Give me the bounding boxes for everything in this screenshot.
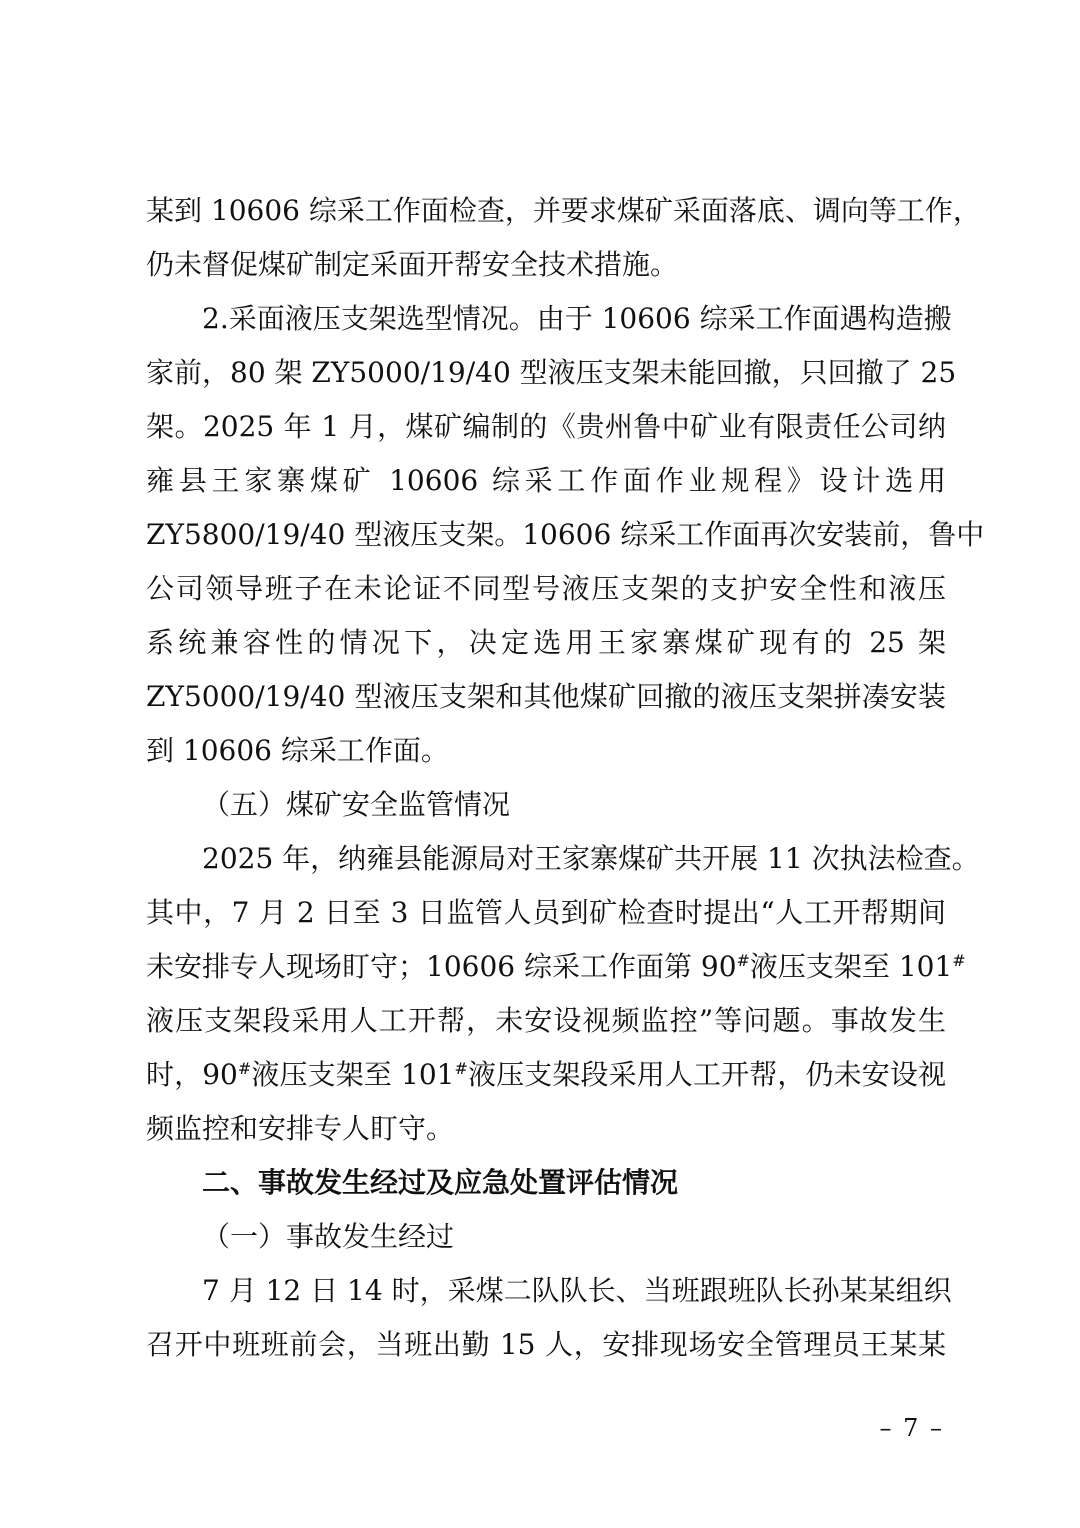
text-line: 召开中班班前会，当班出勤 15 人，安排现场安全管理员王某某 [146, 1328, 946, 1361]
superscript-mark: # [237, 1059, 252, 1078]
text-segment: 时，90 [146, 1058, 238, 1091]
text-line: 2025 年，纳雍县能源局对王家寨煤矿共开展 11 次执法检查。 [202, 842, 980, 875]
text-line [146, 940, 966, 994]
text-line [146, 1048, 946, 1102]
text-line: 系统兼容性的情况下，决定选用王家寨煤矿现有的 25 架 [146, 626, 946, 659]
document-body [146, 184, 985, 1372]
chapter-heading: 二、事故发生经过及应急处置评估情况 [202, 1166, 679, 1199]
superscript-mark: # [736, 951, 750, 970]
text-segment: 液压支架至 101 [251, 1058, 455, 1091]
text-segment: 液压支架至 101 [749, 950, 953, 983]
superscript-mark: # [454, 1059, 468, 1078]
text-line: ZY5000/19/40 型液压支架和其他煤矿回撤的液压支架拼凑安装 [146, 680, 946, 713]
text-line: 频监控和安排专人盯守。 [146, 1112, 455, 1145]
superscript-mark: # [952, 951, 966, 970]
text-line: 某到 10606 综采工作面检查，并要求煤矿采面落底、调向等工作， [146, 194, 981, 227]
text-line: 家前，80 架 ZY5000/19/40 型液压支架未能回撤，只回撤了 25 [146, 356, 957, 389]
text-line: 架。2025 年 1 月，煤矿编制的《贵州鲁中矿业有限责任公司纳 [146, 410, 946, 443]
page-number: – 7 – [879, 1414, 944, 1442]
text-line: ZY5800/19/40 型液压支架。10606 综采工作面再次安装前，鲁中 [146, 518, 985, 551]
text-line: 7 月 12 日 14 时，采煤二队队长、当班跟班队长孙某某组织 [202, 1274, 952, 1307]
text-line: 其中，7 月 2 日至 3 日监管人员到矿检查时提出“人工开帮期间 [146, 896, 946, 929]
text-segment: 液压支架段采用人工开帮，仍未安设视 [467, 1058, 946, 1091]
text-line: 公司领导班子在未论证不同型号液压支架的支护安全性和液压 [146, 572, 946, 605]
section-heading: （五）煤矿安全监管情况 [202, 788, 511, 821]
text-line: 雍县王家寨煤矿 10606 综采工作面作业规程》设计选用 [146, 464, 946, 497]
text-line: 仍未督促煤矿制定采面开帮安全技术措施。 [146, 248, 679, 281]
section-heading: （一）事故发生经过 [202, 1220, 455, 1253]
text-segment: 未安排专人现场盯守；10606 综采工作面第 90 [146, 950, 737, 983]
text-line: 到 10606 综采工作面。 [146, 734, 449, 767]
text-line: 2.采面液压支架选型情况。由于 10606 综采工作面遇构造搬 [202, 302, 952, 335]
text-line: 液压支架段采用人工开帮，未安设视频监控”等问题。事故发生 [146, 1004, 946, 1037]
